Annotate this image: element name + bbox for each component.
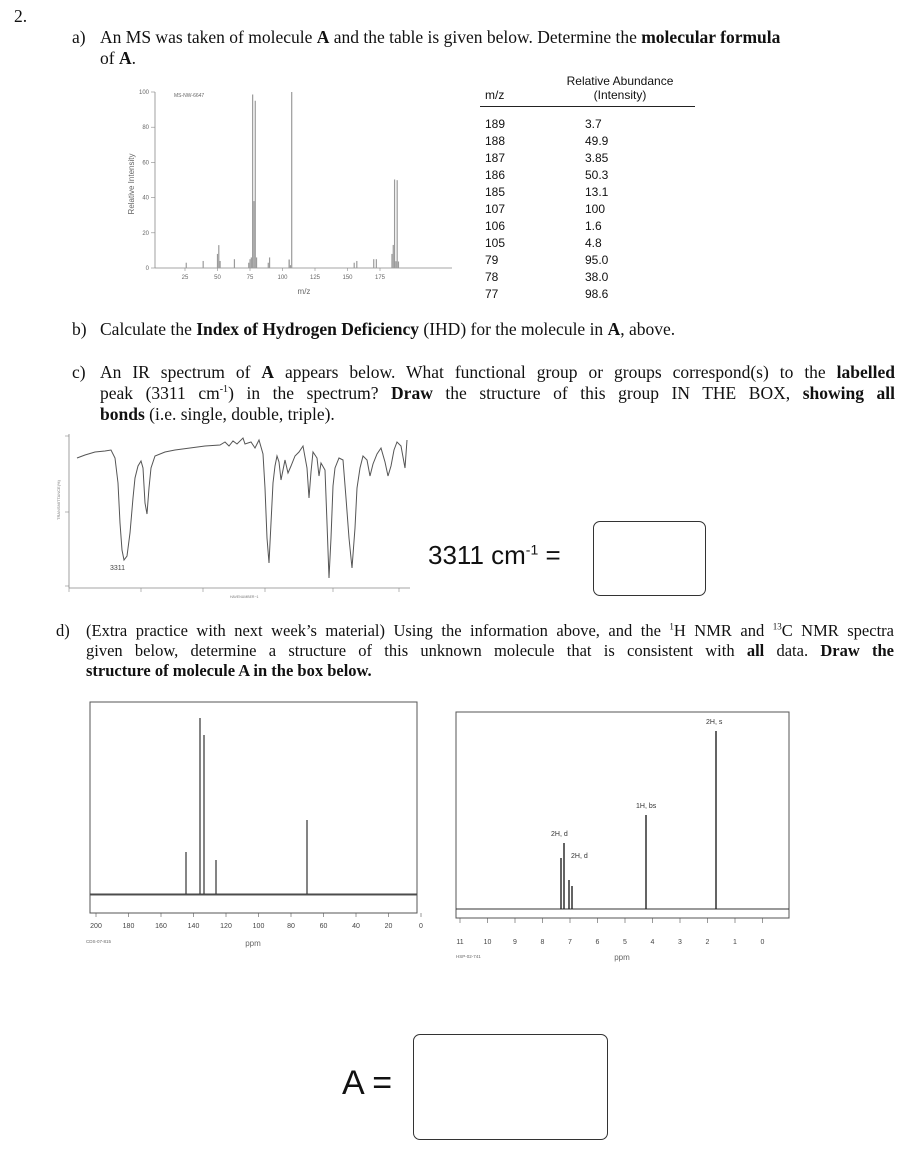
part-b-label: b) [72, 319, 87, 339]
ms-ytick-label: 60 [142, 160, 149, 167]
ms-table-mz: 106 [485, 218, 506, 233]
ms-table-row [480, 107, 695, 133]
ms-table-abundance: 49.9 [585, 133, 609, 148]
ms-xtick-label: 175 [374, 275, 386, 281]
ms-xtick-label: 100 [277, 275, 288, 281]
ms-table-mz: 77 [485, 286, 499, 301]
h1-label-2h-d-2: 2H, d [571, 853, 588, 860]
ms-table-abundance: 13.1 [585, 184, 609, 199]
ms-xtick-label: 125 [309, 275, 321, 281]
c13-xtick-label: 100 [252, 923, 265, 930]
part-c-label: c) [72, 362, 86, 382]
c13-xtick-label: 0 [419, 923, 423, 930]
ms-table-abundance: 100 [585, 201, 606, 216]
ms-table-row [480, 217, 695, 234]
c13-xtick-label: 160 [155, 923, 167, 930]
ms-table [480, 74, 695, 302]
ms-table-abundance: 3.7 [585, 116, 602, 131]
part-c-text: An IR spectrum of A appears below. What functional group or groups correspond(s) to the labelled peak (3311 $cm^{-1}$) in the spectrum? Draw the structure of this group IN THE BOX, showing all bonds (i.e. single, double, triple). [100, 362, 895, 424]
ms-table-mz: 187 [485, 150, 506, 165]
question-number: 2. [14, 6, 28, 26]
ir-answer-label: 3311 $cm^{-1}$ = [428, 540, 561, 570]
ms-table-mz: 188 [485, 133, 506, 148]
h1-xtick-label: 8 [540, 939, 545, 946]
c13-xtick-label: 140 [187, 923, 200, 930]
ms-table-row [480, 285, 695, 302]
h1-nmr-spectrum [448, 708, 798, 968]
ms-table-row [480, 132, 695, 149]
ir-spectrum [55, 428, 415, 600]
ir-peak-label: 3311 [110, 565, 126, 572]
ms-table-header-mz: m/z [485, 88, 505, 102]
c13-xtick-label: 60 [319, 923, 328, 930]
ms-xtick-label: 25 [181, 275, 189, 281]
ms-table-mz: 105 [485, 235, 506, 250]
ms-table-row [480, 183, 695, 200]
c13-code: CDS-07-815 [86, 939, 112, 944]
h1-xtick-label: 7 [568, 939, 572, 946]
ms-table-row [480, 234, 695, 251]
h1-xtick-label: 1 [733, 939, 737, 946]
ms-table-mz: 79 [485, 252, 499, 267]
ms-table-abundance: 98.6 [585, 286, 609, 301]
ms-table-abundance: 1.6 [585, 218, 602, 233]
h1-xlabel: ppm [614, 953, 630, 962]
c13-nmr-spectrum [78, 700, 423, 955]
c13-xtick-label: 20 [384, 923, 393, 930]
ms-ytick-label: 100 [138, 90, 149, 96]
ms-table-mz: 78 [485, 269, 499, 284]
ms-xtick-label: 75 [246, 275, 254, 281]
part-a-label: a) [72, 27, 86, 47]
ms-table-row [480, 200, 695, 217]
ms-table-mz: 189 [485, 116, 506, 131]
c13-xtick-label: 200 [90, 923, 102, 930]
h1-xtick-label: 5 [623, 939, 627, 946]
h1-code: HSP-02-741 [456, 954, 481, 959]
ms-ytick-label: 20 [142, 230, 149, 237]
ms-table-row [480, 268, 695, 285]
c13-xtick-label: 180 [122, 923, 135, 930]
h1-xtick-label: 10 [483, 939, 492, 946]
h1-xtick-label: 0 [760, 939, 765, 946]
ms-table-abundance: 95.0 [585, 252, 609, 267]
ir-answer-box[interactable] [593, 521, 706, 596]
part-d-text: (Extra practice with next week’s material) Using the information above, and the $^1$H NMR and $^{13}$C NMR spectra given below, determine a structure of this unknown molecule that is consistent with all data. Draw the structure of molecule A in the box below. [86, 621, 894, 680]
h1-xtick-label: 11 [456, 939, 464, 946]
ms-table-abundance: 4.8 [585, 235, 602, 250]
h1-xtick-label: 2 [705, 939, 710, 946]
ms-xtick-label: 50 [214, 275, 221, 281]
part-d-label: d) [56, 621, 70, 640]
ms-ytick-label: 80 [142, 125, 149, 132]
part-b-text: Calculate the Index of Hydrogen Deficiency (IHD) for the molecule in A, above. [100, 319, 676, 339]
ms-table-mz: 186 [485, 167, 506, 182]
c13-xtick-label: 120 [220, 923, 232, 930]
final-answer-label: A = [342, 1064, 393, 1102]
h1-xtick-label: 9 [513, 939, 517, 946]
h1-label-1h-bs: 1H, bs [636, 803, 657, 810]
ms-ylabel: Relative Intensity [127, 153, 136, 215]
ms-table-header-abundance: Relative Abundance (Intensity) [566, 74, 674, 102]
ms-table-row [480, 166, 695, 183]
ms-xtick-label: 150 [342, 275, 353, 281]
h1-xtick-label: 3 [678, 939, 682, 946]
c13-xtick-label: 80 [287, 923, 295, 930]
ms-ytick-label: 40 [142, 195, 149, 202]
part-a-text: An MS was taken of molecule A and the table is given below. Determine the molecular formula of A. [100, 27, 781, 68]
c13-xtick-label: 40 [352, 923, 360, 930]
ir-xaxis-label: HAVENUMBER−1 [230, 595, 259, 599]
final-answer-box[interactable] [413, 1034, 608, 1140]
ms-spectrum [122, 82, 462, 300]
ms-table-row [480, 149, 695, 166]
h1-xtick-label: 4 [650, 939, 655, 946]
ms-table-mz: 185 [485, 184, 506, 199]
ms-table-abundance: 38.0 [585, 269, 609, 284]
h1-label-2h-s: 2H, s [706, 719, 723, 726]
ms-table-abundance: 50.3 [585, 167, 609, 182]
ms-table-mz: 107 [485, 201, 506, 216]
ms-xlabel: m/z [297, 287, 311, 296]
ms-ytick-label: 0 [145, 266, 149, 272]
h1-label-2h-d-1: 2H, d [551, 831, 568, 838]
ms-table-row [480, 251, 695, 268]
ms-table-abundance: 3.85 [585, 150, 609, 165]
svg-text:TRANSMITTANCE(%): TRANSMITTANCE(%) [56, 480, 61, 520]
h1-xtick-label: 6 [595, 939, 600, 946]
ms-id-label: MS-NW-6647 [174, 93, 205, 99]
c13-xlabel: ppm [245, 939, 261, 948]
